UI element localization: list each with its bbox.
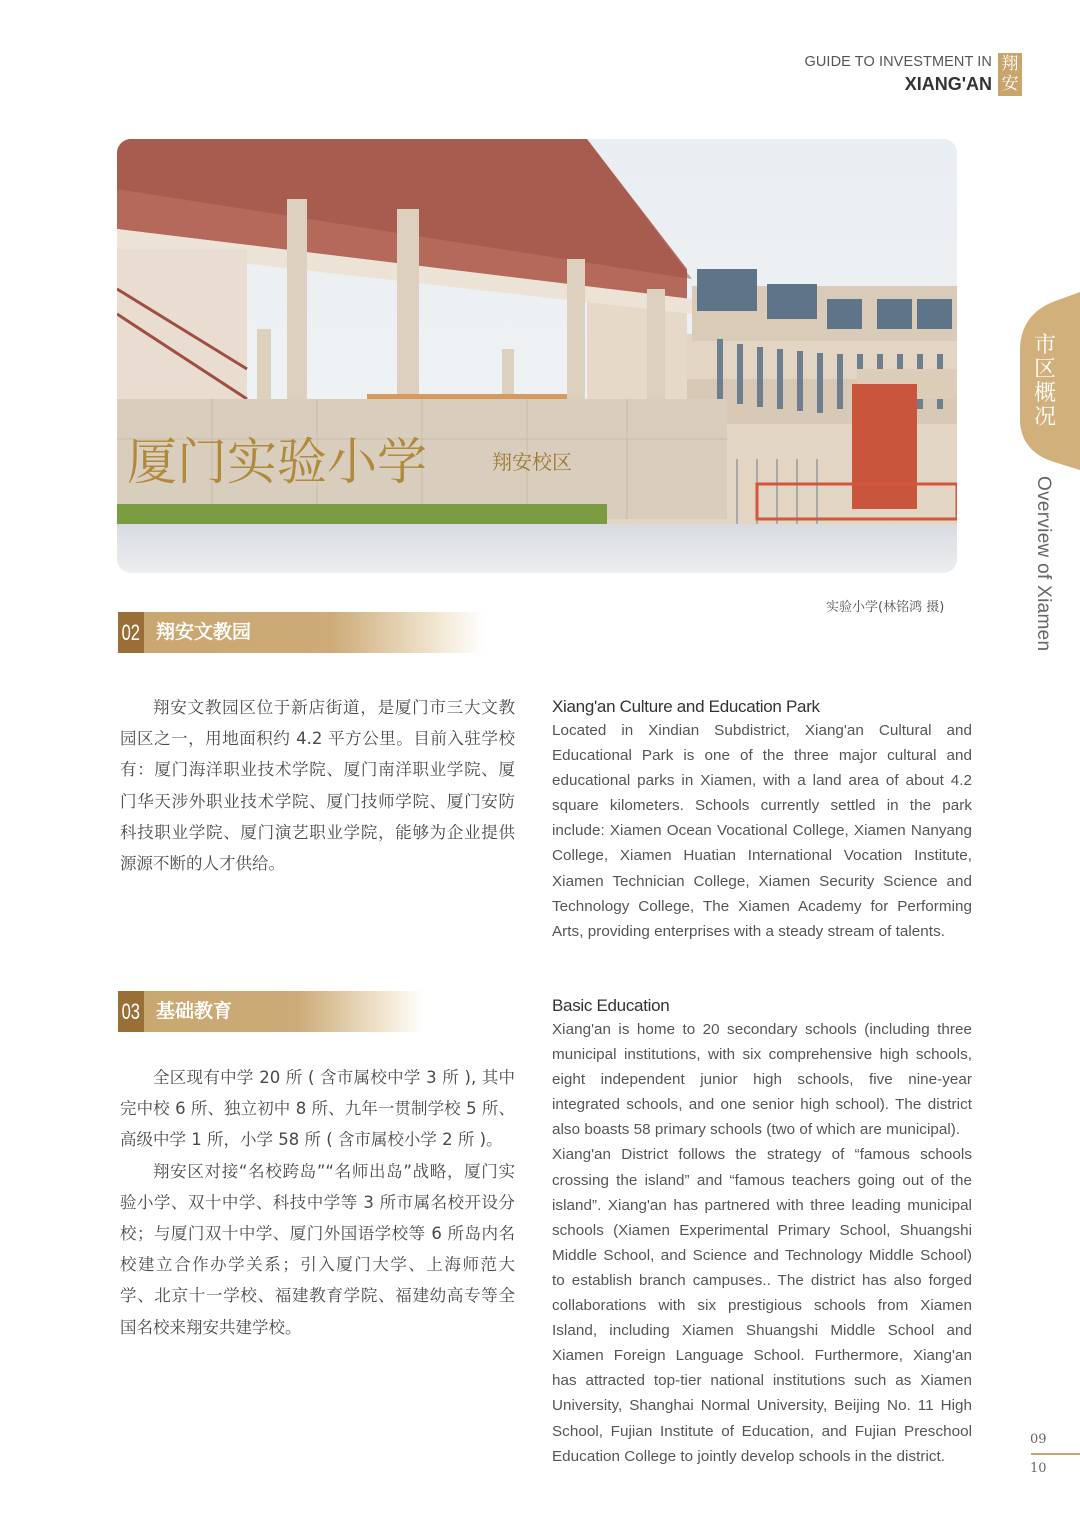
svg-text:翔安校区: 翔安校区 xyxy=(492,450,572,474)
section-number: 02 xyxy=(118,612,144,653)
section-03-english xyxy=(552,994,972,1469)
side-tab-label: 市 区 概 况 xyxy=(1033,333,1056,430)
region-label: XIANG'AN xyxy=(904,74,992,94)
brand-char: 安 xyxy=(1001,74,1019,94)
section-02-body-zh: 翔安文教园区位于新店街道，是厦门市三大文教园区之一，用地面积约 4.2 平方公里。目前入驻学校有：厦门海洋职业技术学院、厦门南洋职业学院、厦门华天涉外职业技术学院、厦门技师学院、厦门安防科技职业学院、厦门演艺职业学院，能够为企业提供源源不断的人才供给。 xyxy=(120,698,515,874)
section-03-title-en: Basic Education xyxy=(552,996,670,1015)
brand-logo-box xyxy=(998,53,1022,96)
section-02-title-en: Xiang'an Culture and Education Park xyxy=(552,697,820,716)
section-02-body-en: Located in Xindian Subdistrict, Xiang'an Cultural and Educational Park is one of the three major cultural and educational parks in Xiamen, with a land area of about 4.2 square kilometers. Schools currently settled in the park include: Xiamen Ocean Vocational College, Xiamen Nanyang College, Xiamen Huatian International Vocation Institute, Xiamen Technician College, Xiamen Security Science and Technology College, The Xiamen Academy for Performing Arts, providing enterprises with a steady stream of talents. xyxy=(552,722,972,940)
section-title: 基础教育 xyxy=(144,991,424,1032)
side-tab-english: Overview of Xiamen xyxy=(1033,476,1054,652)
section-heading-02 xyxy=(118,612,484,653)
page-number-divider xyxy=(1031,1453,1080,1455)
section-03-body-zh: 全区现有中学 20 所 ( 含市属校中学 3 所 ), 其中完中校 6 所、独立初中 8 所、九年一贯制学校 5 所、高级中学 1 所，小学 58 所 ( 含市属校小学 2 所 )。 翔安区对接“名校跨岛”“名师出岛”战略，厦门实验小学、双十中学、科技中学等 3 所市属名校开设分校；与厦门双十中学、厦门外国语学校等 6 所岛内名校建立合作办学关系；引入厦门大学、上海师范大学、北京十一学校、福建教育学院、福建幼高专等全国名校来翔安共建学校。 xyxy=(120,1068,515,1337)
section-number: 03 xyxy=(118,991,144,1032)
section-02-english xyxy=(552,695,972,944)
section-heading-03 xyxy=(118,991,424,1032)
page-number-left: 09 xyxy=(1030,1432,1047,1447)
page-number-right: 10 xyxy=(1030,1461,1047,1476)
section-title: 翔安文教园 xyxy=(144,612,484,653)
photo-caption: 实验小学(林铭鸿 摄) xyxy=(826,600,945,615)
brand-char: 翔 xyxy=(1001,54,1019,74)
running-header xyxy=(804,52,992,96)
guide-label: GUIDE TO INVESTMENT IN xyxy=(804,54,992,70)
school-photo xyxy=(117,139,957,573)
section-03-body-en-1: Xiang'an is home to 20 secondary schools (including three municipal institutions, with six comprehensive high schools, eight independent junior high schools, five nine-year integrated schools, and one senior high school). The district also boasts 58 primary schools (two of which are municipal). xyxy=(552,1021,972,1139)
school-building-illustration xyxy=(117,139,957,573)
svg-text:厦门实验小学: 厦门实验小学 xyxy=(127,433,427,491)
section-03-body-en-2: Xiang'an District follows the strategy of “famous schools crossing the island” and “famous teachers going out of the island”. Xiang'an has partnered with three leading municipal schools (Xiamen Experimental Primary School, Shuangshi Middle School, and Science and Technology Middle School) to establish branch campuses.. The district has also forged collaborations with six prestigious schools from Xiamen Island, including Xiamen Shuangshi Middle School and Xiamen Foreign Language School. Furthermore, Xiang'an has attracted top-tier national institutions such as Xiamen University, Shanghai Normal University, Beijing No. 11 High School, Fujian Institute of Education, and Fujian Preschool Education College to jointly develop schools in the district. xyxy=(552,1146,972,1465)
